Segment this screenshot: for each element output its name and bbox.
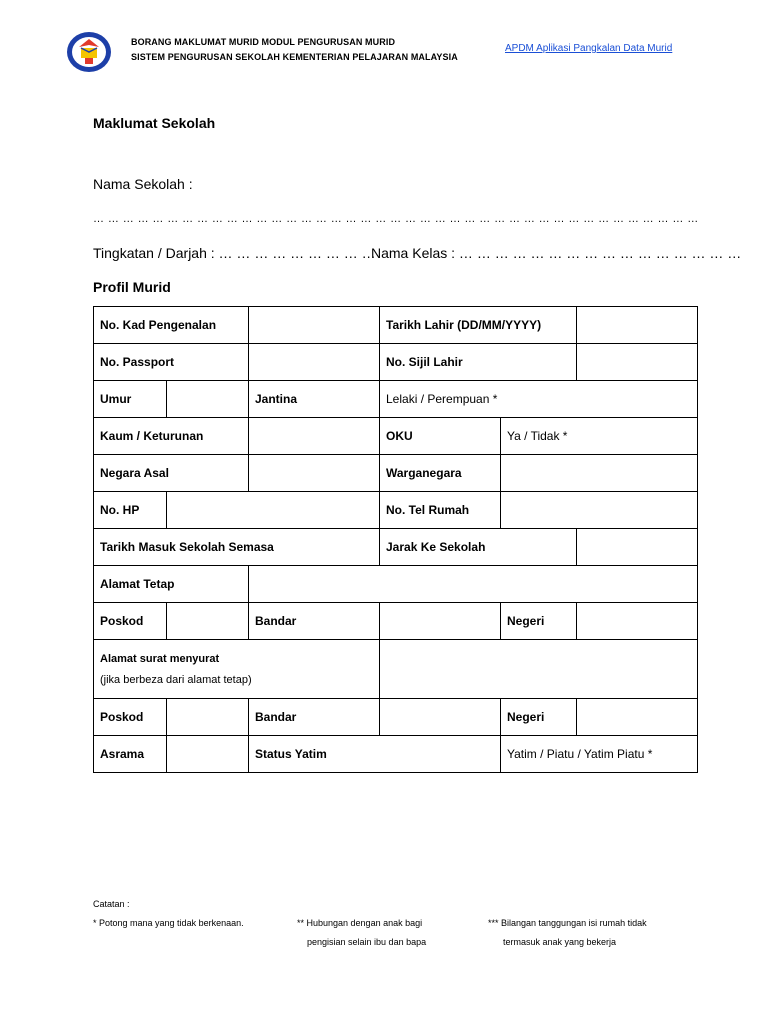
table-row <box>94 566 698 603</box>
label-umur: Umur <box>94 381 167 418</box>
input-kad-pengenalan[interactable] <box>249 307 380 344</box>
note-hubungan <box>297 914 426 952</box>
input-asrama[interactable] <box>167 736 249 773</box>
table-row <box>94 529 698 566</box>
label-poskod-surat: Poskod <box>94 699 167 736</box>
label-oku: OKU <box>380 418 501 455</box>
alamat-surat-note: (jika berbeza dari alamat tetap) <box>100 673 252 686</box>
table-row <box>94 307 698 344</box>
oku-options[interactable]: Ya / Tidak * <box>501 418 698 455</box>
header-subtitle: SISTEM PENGURUSAN SEKOLAH KEMENTERIAN PELAJARAN MALAYSIA <box>131 52 458 62</box>
input-tel-rumah[interactable] <box>501 492 698 529</box>
label-status-yatim: Status Yatim <box>249 736 501 773</box>
label-tel-rumah: No. Tel Rumah <box>380 492 501 529</box>
label-passport: No. Passport <box>94 344 249 381</box>
label-kad-pengenalan: No. Kad Pengenalan <box>94 307 249 344</box>
jantina-options[interactable]: Lelaki / Perempuan * <box>380 381 698 418</box>
label-warganegara: Warganegara <box>380 455 501 492</box>
label-tarikh-masuk: Tarikh Masuk Sekolah Semasa <box>94 529 380 566</box>
input-tarikh-lahir[interactable] <box>577 307 698 344</box>
label-alamat-tetap: Alamat Tetap <box>94 566 249 603</box>
input-alamat-tetap[interactable] <box>249 566 698 603</box>
alamat-surat-title: Alamat surat menyurat <box>100 652 220 665</box>
nama-sekolah-label: Nama Sekolah : <box>93 176 193 192</box>
label-jarak-sekolah: Jarak Ke Sekolah <box>380 529 577 566</box>
input-bandar-surat[interactable] <box>380 699 501 736</box>
label-jantina: Jantina <box>249 381 380 418</box>
label-sijil-lahir: No. Sijil Lahir <box>380 344 577 381</box>
table-row <box>94 418 698 455</box>
input-poskod-surat[interactable] <box>167 699 249 736</box>
input-sijil-lahir[interactable] <box>577 344 698 381</box>
header-title: BORANG MAKLUMAT MURID MODUL PENGURUSAN MURID <box>131 37 396 47</box>
input-alamat-surat[interactable] <box>380 640 698 699</box>
note-tanggungan <box>488 914 647 952</box>
catatan-block <box>93 895 244 933</box>
table-row <box>94 699 698 736</box>
note-tanggungan-line1: *** Bilangan tanggungan isi rumah tidak <box>488 918 647 928</box>
note-potong: * Potong mana yang tidak berkenaan. <box>93 918 244 928</box>
table-row <box>94 381 698 418</box>
table-row <box>94 344 698 381</box>
section-maklumat-sekolah: Maklumat Sekolah <box>93 115 216 131</box>
input-passport[interactable] <box>249 344 380 381</box>
input-jarak-sekolah[interactable] <box>577 529 698 566</box>
note-hubungan-line1: ** Hubungan dengan anak bagi <box>297 918 423 928</box>
input-no-hp[interactable] <box>167 492 380 529</box>
apdm-link[interactable]: APDM Aplikasi Pangkalan Data Murid <box>505 43 673 54</box>
ministry-crest-icon <box>66 31 112 73</box>
label-tarikh-lahir: Tarikh Lahir (DD/MM/YYYY) <box>380 307 577 344</box>
table-row <box>94 492 698 529</box>
table-row <box>94 640 698 699</box>
label-alamat-surat <box>94 640 380 699</box>
input-kaum[interactable] <box>249 418 380 455</box>
input-negeri-surat[interactable] <box>577 699 698 736</box>
table-row <box>94 603 698 640</box>
input-umur[interactable] <box>167 381 249 418</box>
yatim-options[interactable]: Yatim / Piatu / Yatim Piatu * <box>501 736 698 773</box>
nama-sekolah-fill-line: … … … … … … … … … … … … … … … … … … … … … … … … … … … … … … … … … … … … … … … … … <box>93 213 699 225</box>
note-tanggungan-line2: termasuk anak yang bekerja <box>503 937 617 947</box>
catatan-title: Catatan : <box>93 899 130 909</box>
input-bandar[interactable] <box>380 603 501 640</box>
label-bandar: Bandar <box>249 603 380 640</box>
label-negeri-surat: Negeri <box>501 699 577 736</box>
label-negeri: Negeri <box>501 603 577 640</box>
nama-kelas-label: Nama Kelas : … … … … … … … … … … … … … … … … <box>371 245 742 261</box>
label-poskod: Poskod <box>94 603 167 640</box>
note-hubungan-line2: pengisian selain ibu dan bapa <box>307 937 427 947</box>
label-bandar-surat: Bandar <box>249 699 380 736</box>
input-warganegara[interactable] <box>501 455 698 492</box>
input-negara-asal[interactable] <box>249 455 380 492</box>
table-row <box>94 455 698 492</box>
input-negeri[interactable] <box>577 603 698 640</box>
input-poskod[interactable] <box>167 603 249 640</box>
tingkatan-label: Tingkatan / Darjah : … … … … … … … … … <box>93 245 376 261</box>
table-row <box>94 736 698 773</box>
label-no-hp: No. HP <box>94 492 167 529</box>
label-kaum: Kaum / Keturunan <box>94 418 249 455</box>
section-profil-murid: Profil Murid <box>93 279 171 295</box>
label-negara-asal: Negara Asal <box>94 455 249 492</box>
label-asrama: Asrama <box>94 736 167 773</box>
profil-murid-table <box>93 306 698 773</box>
